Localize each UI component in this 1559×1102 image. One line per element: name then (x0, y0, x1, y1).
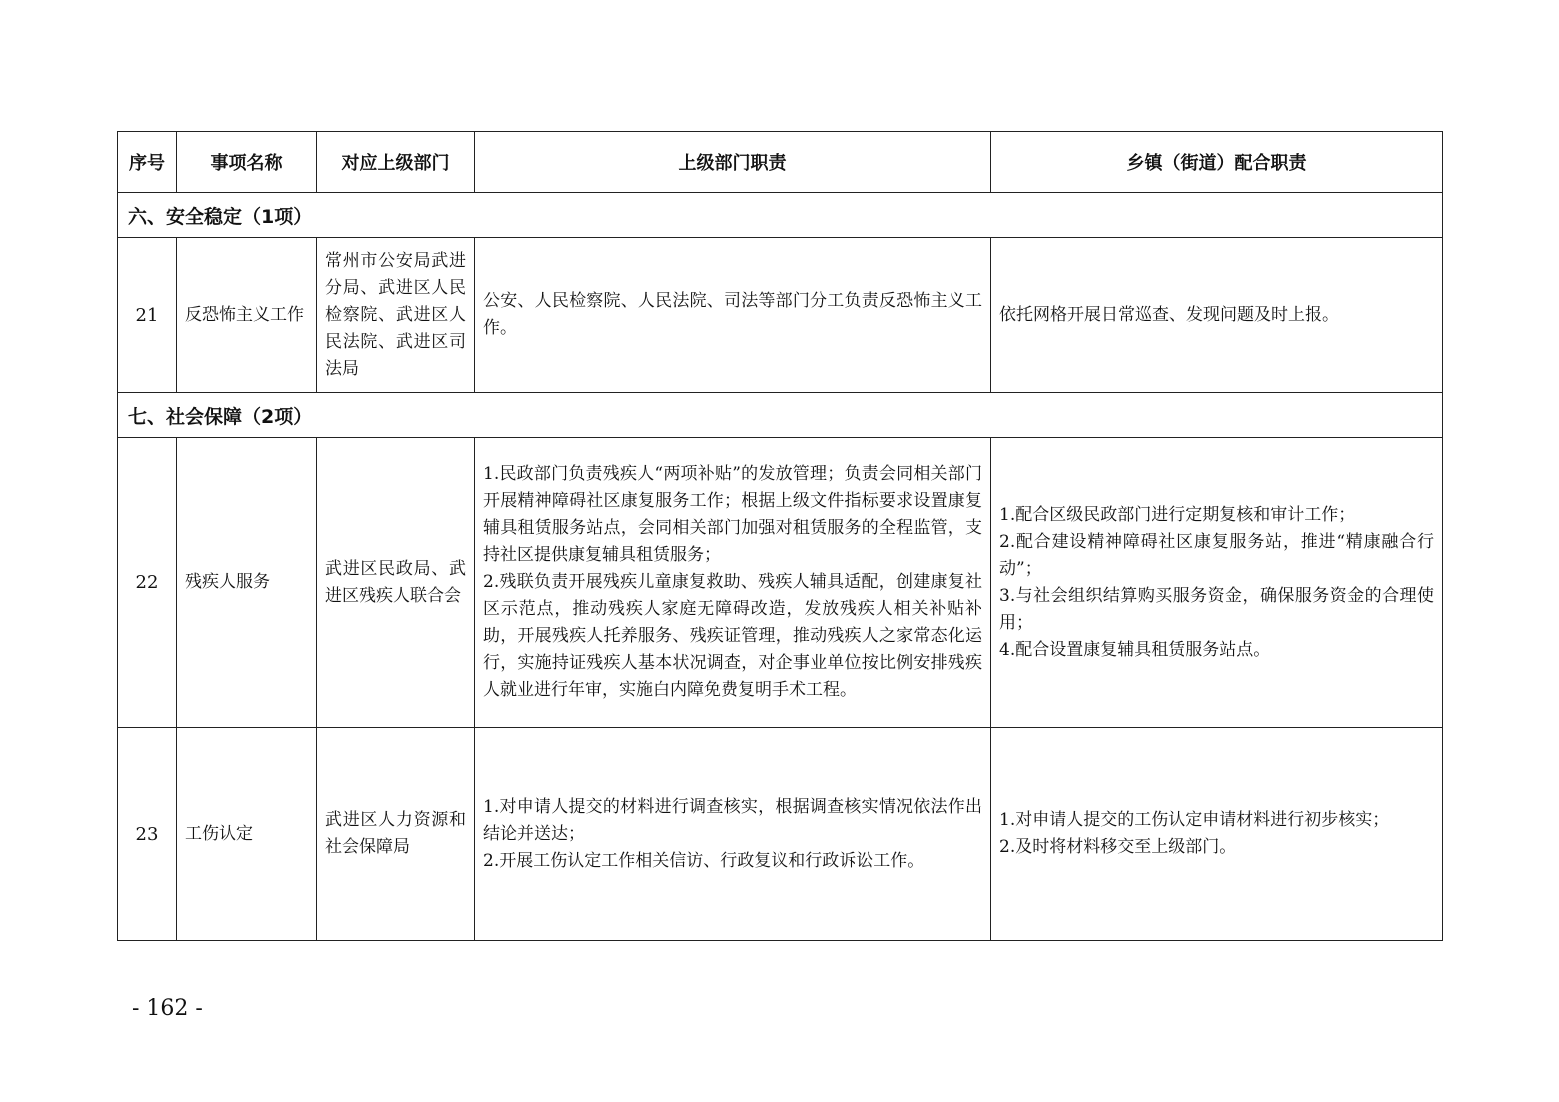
item-name: 反恐怖主义工作 (177, 238, 317, 393)
upper-department: 常州市公安局武进分局、武进区人民检察院、武进区人民法院、武进区司法局 (317, 238, 475, 393)
header-row (118, 132, 1443, 193)
item-name: 工伤认定 (177, 728, 317, 941)
row-number: 22 (118, 438, 177, 728)
upper-department: 武进区民政局、武进区残疾人联合会 (317, 438, 475, 728)
responsibility-table (117, 131, 1443, 941)
table-row (118, 238, 1443, 393)
row-number: 21 (118, 238, 177, 393)
table-row (118, 728, 1443, 941)
upper-department-duty: 1.对申请人提交的材料进行调查核实，根据调查核实情况依法作出结论并送达； 2.开展工伤认定工作相关信访、行政复议和行政诉讼工作。 (475, 728, 991, 941)
item-name: 残疾人服务 (177, 438, 317, 728)
header-name: 事项名称 (177, 132, 317, 193)
township-cooperation-duty: 依托网格开展日常巡查、发现问题及时上报。 (991, 238, 1443, 393)
header-coop: 乡镇（街道）配合职责 (991, 132, 1443, 193)
township-cooperation-duty: 1.对申请人提交的工伤认定申请材料进行初步核实； 2.及时将材料移交至上级部门。 (991, 728, 1443, 941)
section-title: 七、社会保障（2项） (118, 393, 1443, 438)
header-dept: 对应上级部门 (317, 132, 475, 193)
upper-department-duty: 公安、人民检察院、人民法院、司法等部门分工负责反恐怖主义工作。 (475, 238, 991, 393)
section-row-social-security (118, 393, 1443, 438)
header-duty: 上级部门职责 (475, 132, 991, 193)
upper-department: 武进区人力资源和社会保障局 (317, 728, 475, 941)
page-number: - 162 - (132, 996, 203, 1021)
township-cooperation-duty: 1.配合区级民政部门进行定期复核和审计工作； 2.配合建设精神障碍社区康复服务站，推进“精康融合行动”； 3.与社会组织结算购买服务资金，确保服务资金的合理使用； 4.配合设置康复辅具租赁服务站点。 (991, 438, 1443, 728)
upper-department-duty: 1.民政部门负责残疾人“两项补贴”的发放管理；负责会同相关部门开展精神障碍社区康复服务工作；根据上级文件指标要求设置康复辅具租赁服务站点，会同相关部门加强对租赁服务的全程监管，支持社区提供康复辅具租赁服务； 2.残联负责开展残疾儿童康复救助、残疾人辅具适配，创建康复社区示范点，推动残疾人家庭无障碍改造，发放残疾人相关补贴补助，开展残疾人托养服务、残疾证管理，推动残疾人之家常态化运行，实施持证残疾人基本状况调查，对企事业单位按比例安排残疾人就业进行年审，实施白内障免费复明手术工程。 (475, 438, 991, 728)
table-row (118, 438, 1443, 728)
section-title: 六、安全稳定（1项） (118, 193, 1443, 238)
header-no: 序号 (118, 132, 177, 193)
row-number: 23 (118, 728, 177, 941)
section-row-security (118, 193, 1443, 238)
